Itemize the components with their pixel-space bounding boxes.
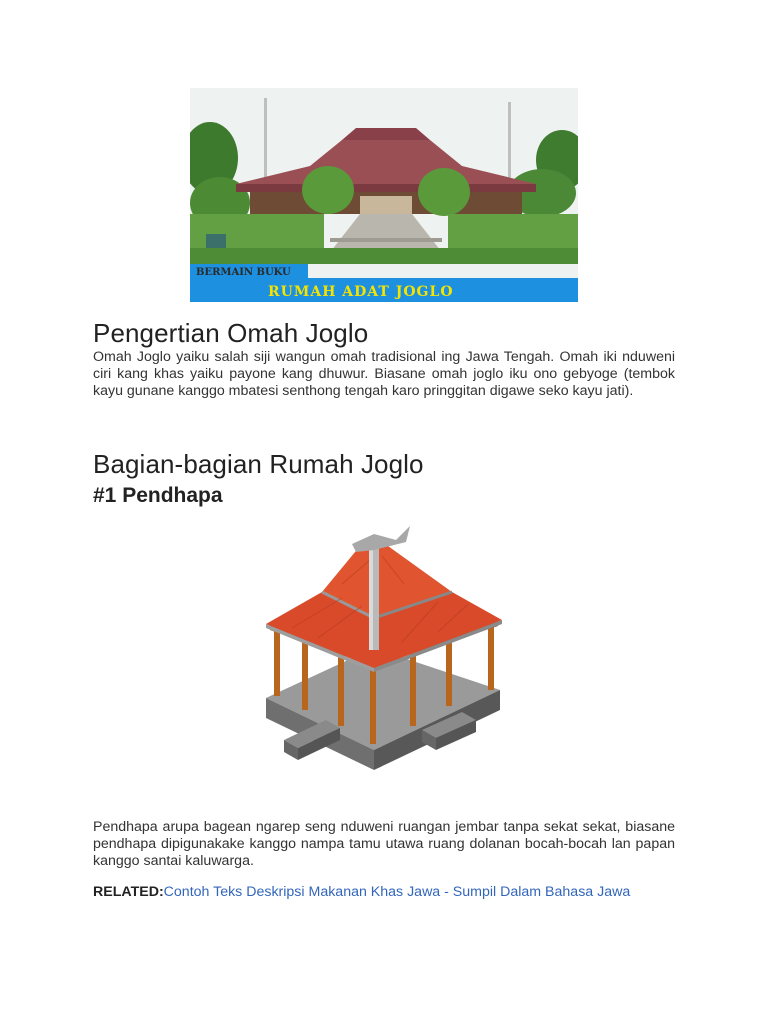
banner-line1: BERMAIN BUKU	[196, 267, 291, 278]
section-title-bagian: Bagian-bagian Rumah Joglo	[93, 449, 424, 479]
subtitle-pendhapa: #1 Pendhapa	[93, 484, 223, 507]
pendhapa-illustration	[262, 520, 506, 776]
section-title-pengertian: Pengertian Omah Joglo	[93, 318, 369, 348]
paragraph-pengertian: Omah Joglo yaiku salah siji wangun omah tradisional ing Jawa Tengah. Omah iki nduweni ciri kang khas yaiku payone kang dhuwur. Biasane omah joglo iku ono gebyoge (tembok kayu gunane kanggo mbatesi senthong tengah karo pringgitan digawe seko kayu jati).	[93, 349, 675, 399]
joglo-house-photo	[190, 88, 578, 302]
related-link[interactable]: Contoh Teks Deskripsi Makanan Khas Jawa - Sumpil Dalam Bahasa Jawa	[163, 884, 631, 900]
banner-line2: RUMAH ADAT JOGLO	[268, 284, 454, 300]
paragraph-pendhapa: Pendhapa arupa bagean ngarep seng nduweni ruangan jembar tanpa sekat sekat, biasane pendhapa dipigunakake kanggo nampa tamu utawa ruang dolanan bocah-bocah lan papan kanggo santai kaluwarga.	[93, 819, 675, 869]
related-links	[93, 884, 675, 901]
related-label: RELATED:	[93, 884, 164, 900]
